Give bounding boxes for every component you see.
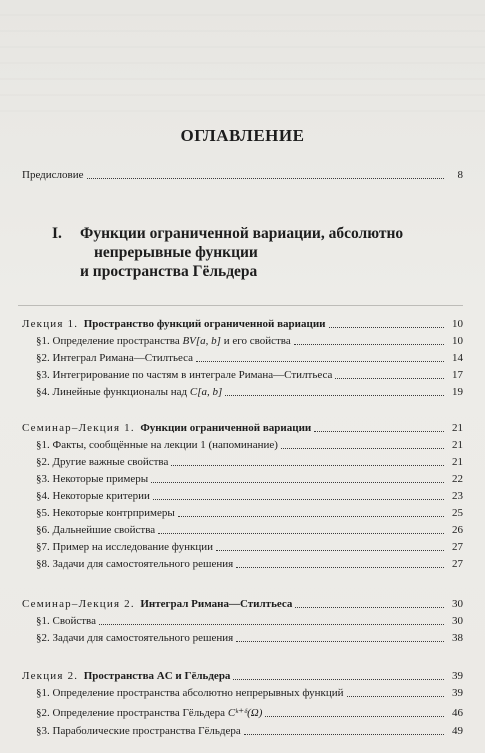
show-through-text bbox=[0, 0, 485, 120]
toc-subentry[interactable]: §4. Некоторые критерии 23 bbox=[36, 490, 463, 502]
part-heading: I. Функции ограниченной вариации, абсолютно непрерывные функции и пространства Гёльдера bbox=[52, 225, 404, 280]
toc-subentry[interactable]: §6. Дальнейшие свойства 26 bbox=[36, 524, 463, 536]
toc-subentry[interactable]: §2. Интеграл Римана—Стилтьеса 14 bbox=[36, 352, 463, 364]
toc-subentry[interactable]: §4. Линейные функционалы над C[a, b] 19 bbox=[36, 386, 463, 398]
toc-subentry[interactable]: §7. Пример на исследование функции 27 bbox=[36, 541, 463, 553]
toc-entry-lecture-2[interactable]: Лекция 2. Пространства AC и Гёльдера 39 bbox=[22, 670, 463, 682]
toc-entry-lecture-1[interactable]: Лекция 1. Пространство функций ограниченной вариации 10 bbox=[22, 318, 463, 330]
toc-subentry[interactable]: §3. Параболические пространства Гёльдера 49 bbox=[36, 725, 463, 737]
toc-subentry[interactable]: §3. Некоторые примеры 22 bbox=[36, 473, 463, 485]
toc-entry-seminar-1[interactable]: Семинар–Лекция 1. Функции ограниченной вариации 21 bbox=[22, 422, 463, 434]
toc-subentry[interactable]: §8. Задачи для самостоятельного решения 27 bbox=[36, 558, 463, 570]
toc-subentry[interactable]: §1. Свойства 30 bbox=[36, 615, 463, 627]
toc-subentry[interactable]: §1. Факты, сообщённые на лекции 1 (напоминание) 21 bbox=[36, 439, 463, 451]
leader-dots bbox=[87, 177, 445, 179]
toc-subentry[interactable]: §2. Задачи для самостоятельного решения 38 bbox=[36, 632, 463, 644]
toc-subentry[interactable]: §2. Другие важные свойства 21 bbox=[36, 456, 463, 468]
toc-entry-seminar-2[interactable]: Семинар–Лекция 2. Интеграл Римана—Стилтьеса 30 bbox=[22, 598, 463, 610]
toc-subentry[interactable]: §1. Определение пространства BV[a, b] и его свойства 10 bbox=[36, 335, 463, 347]
divider bbox=[18, 305, 463, 306]
toc-subentry[interactable]: §3. Интегрирование по частям в интеграле Римана—Стилтьеса 17 bbox=[36, 369, 463, 381]
toc-subentry[interactable]: §1. Определение пространства абсолютно непрерывных функций 39 bbox=[36, 687, 463, 699]
toc-entry-preface[interactable]: Предисловие 8 bbox=[22, 169, 463, 181]
toc-subentry[interactable]: §2. Определение пространства Гёльдера Cᵏ⁺ᵟ(Ω) 46 bbox=[36, 707, 463, 719]
toc-subentry[interactable]: §5. Некоторые контрпримеры 25 bbox=[36, 507, 463, 519]
page-title: ОГЛАВЛЕНИЕ bbox=[180, 126, 305, 145]
